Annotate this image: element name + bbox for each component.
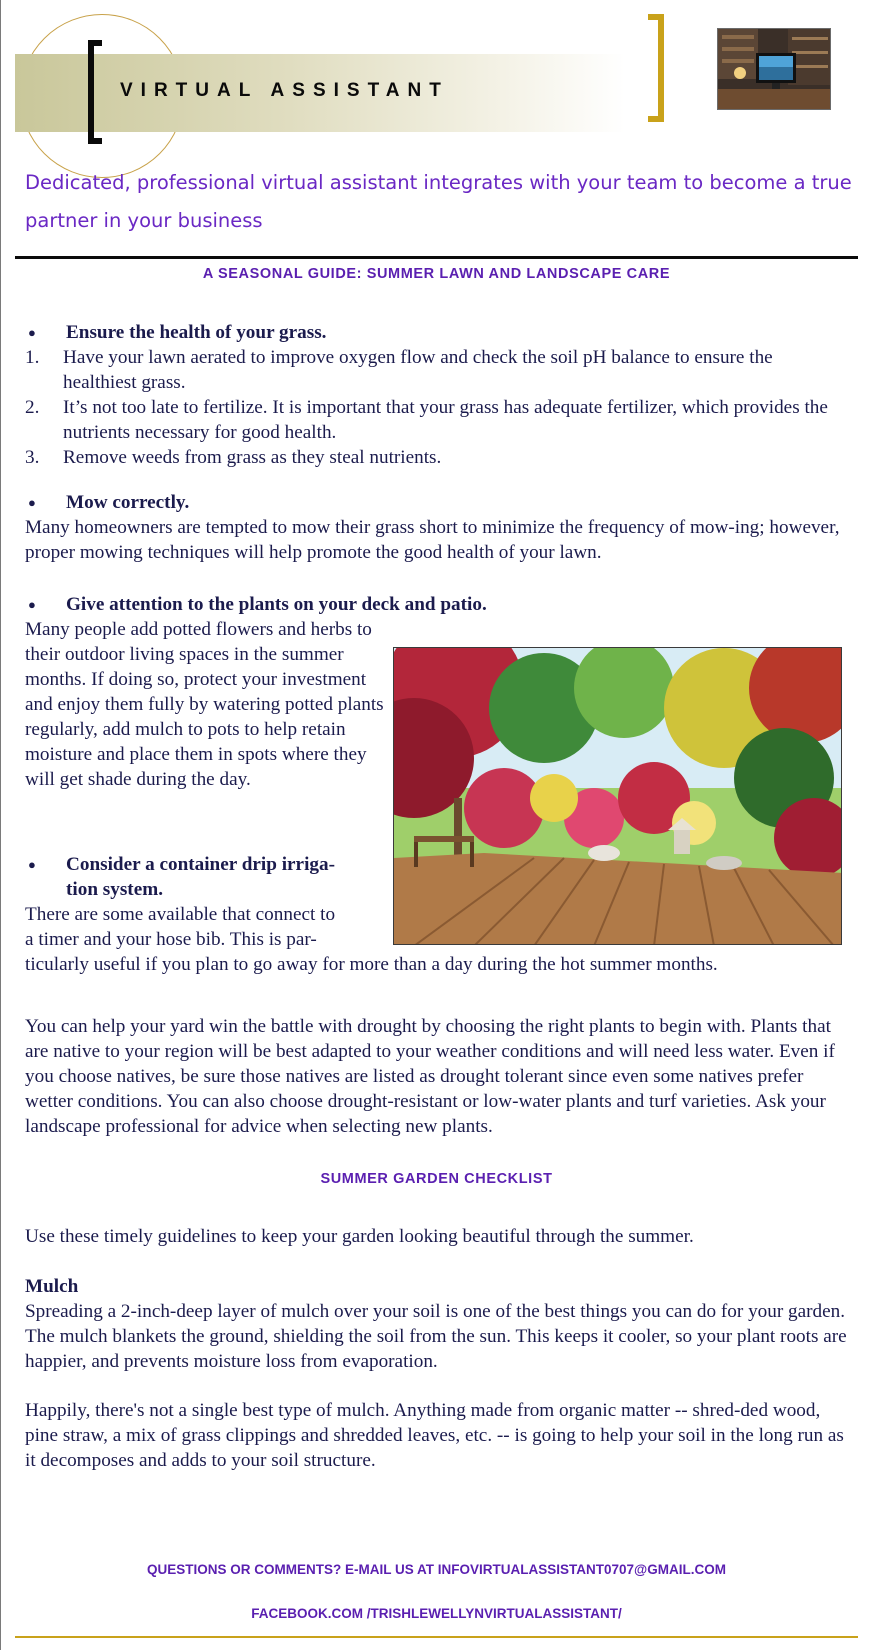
checklist-intro: Use these timely guidelines to keep your garden looking beautiful through the summer. (25, 1226, 694, 1247)
bullet-item (25, 592, 850, 617)
garden-deck-photo (393, 647, 842, 945)
right-bracket (648, 14, 664, 122)
header-divider (15, 256, 858, 259)
bullet-icon: ● (28, 597, 36, 612)
checklist-title: SUMMER GARDEN CHECKLIST (320, 1171, 553, 1187)
list-number: 1. (25, 347, 40, 368)
drought-paragraph: You can help your yard win the battle with drought by choosing the right plants to begin with. Plants that are native to your region will be best adapted to your weather conditions and will need less water. Even if you choose natives, be sure those natives are listed as drought tolerant since even some natives prefer wetter conditions. You can also choose drought-resistant or low-water plants and turf varieties. Ask your landscape professional for advice when selecting new plants. (25, 1016, 835, 1137)
section-heading: Give attention to the plants on your deck and patio. (66, 594, 487, 615)
guide-title: A SEASONAL GUIDE: SUMMER LAWN AND LANDSCAPE CARE (202, 266, 671, 282)
list-text: Remove weeds from grass as they steal nutrients. (63, 447, 442, 468)
list-item (25, 395, 850, 445)
drip-irrigation-section (25, 852, 387, 952)
list-item (25, 445, 850, 470)
section-heading: Ensure the health of your grass. (66, 322, 327, 343)
deck-patio-text: Many people add potted flowers and herbs to their outdoor living spaces in the summer months. If doing so, protect your investment and enjoy them fully by watering potted plants regularly, add mulch to pots to help retain moisture and place them in spots where they will get shade during the day. (25, 619, 384, 790)
section-text: Many homeowners are tempted to mow their grass short to minimize the frequency of mow-ing; however, proper mowing techniques will help promote the good health of your lawn. (25, 517, 840, 563)
list-text: It’s not too late to fertilize. It is important that your grass has adequate fertilizer, which provides the nutrients necessary for good health. (63, 397, 828, 443)
section-text-line: a timer and your hose bib. This is par- (25, 929, 317, 950)
bullet-icon: ● (28, 495, 36, 510)
mow-section (25, 490, 850, 565)
bullet-item (25, 320, 850, 345)
email-contact-link[interactable]: QUESTIONS OR COMMENTS? E-MAIL US AT INFOVIRTUALASSISTANT0707@GMAIL.COM (147, 1562, 726, 1577)
mulch-paragraph-1: Spreading a 2-inch-deep layer of mulch over your soil is one of the best things you can do for your garden. The mulch blankets the ground, shielding the soil from the sun. This keeps it cooler, so your plant roots are happier, and prevents moisture loss from evaporation. (25, 1301, 847, 1372)
brand-title: VIRTUAL ASSISTANT (120, 80, 449, 101)
mulch-heading: Mulch (25, 1276, 79, 1297)
grass-health-section (25, 320, 850, 470)
facebook-link[interactable]: FACEBOOK.COM /TRISHLEWELLYNVIRTUALASSISTANT/ (251, 1606, 622, 1621)
left-bracket (88, 40, 102, 144)
list-number: 2. (25, 397, 40, 418)
bullet-icon: ● (28, 857, 36, 872)
tagline: Dedicated, professional virtual assistant integrates with your team to become a true partner in your business (25, 171, 852, 232)
list-item (25, 345, 850, 395)
mulch-paragraph-2: Happily, there's not a single best type of mulch. Anything made from organic matter -- shred-ded wood, pine straw, a mix of grass clippings and shredded leaves, etc. -- is going to help your soil in the long run as it decomposes and adds to your soil structure. (25, 1400, 844, 1471)
letterhead (0, 0, 873, 250)
heading-line: Consider a container drip irriga- (66, 854, 335, 875)
heading-line: tion system. (66, 879, 163, 900)
bullet-item (25, 490, 850, 515)
section-heading (66, 852, 335, 902)
list-number: 3. (25, 447, 40, 468)
section-text-line: ticularly useful if you plan to go away for more than a day during the hot summer months. (25, 954, 718, 975)
deck-patio-section (25, 592, 850, 617)
list-text: Have your lawn aerated to improve oxygen flow and check the soil pH balance to ensure the healthiest grass. (63, 347, 773, 393)
bullet-item (25, 852, 387, 902)
footer-rule (15, 1636, 858, 1638)
bullet-icon: ● (28, 325, 36, 340)
office-desk-photo (717, 28, 831, 110)
section-text-line: There are some available that connect to (25, 904, 336, 925)
section-heading: Mow correctly. (66, 492, 190, 513)
